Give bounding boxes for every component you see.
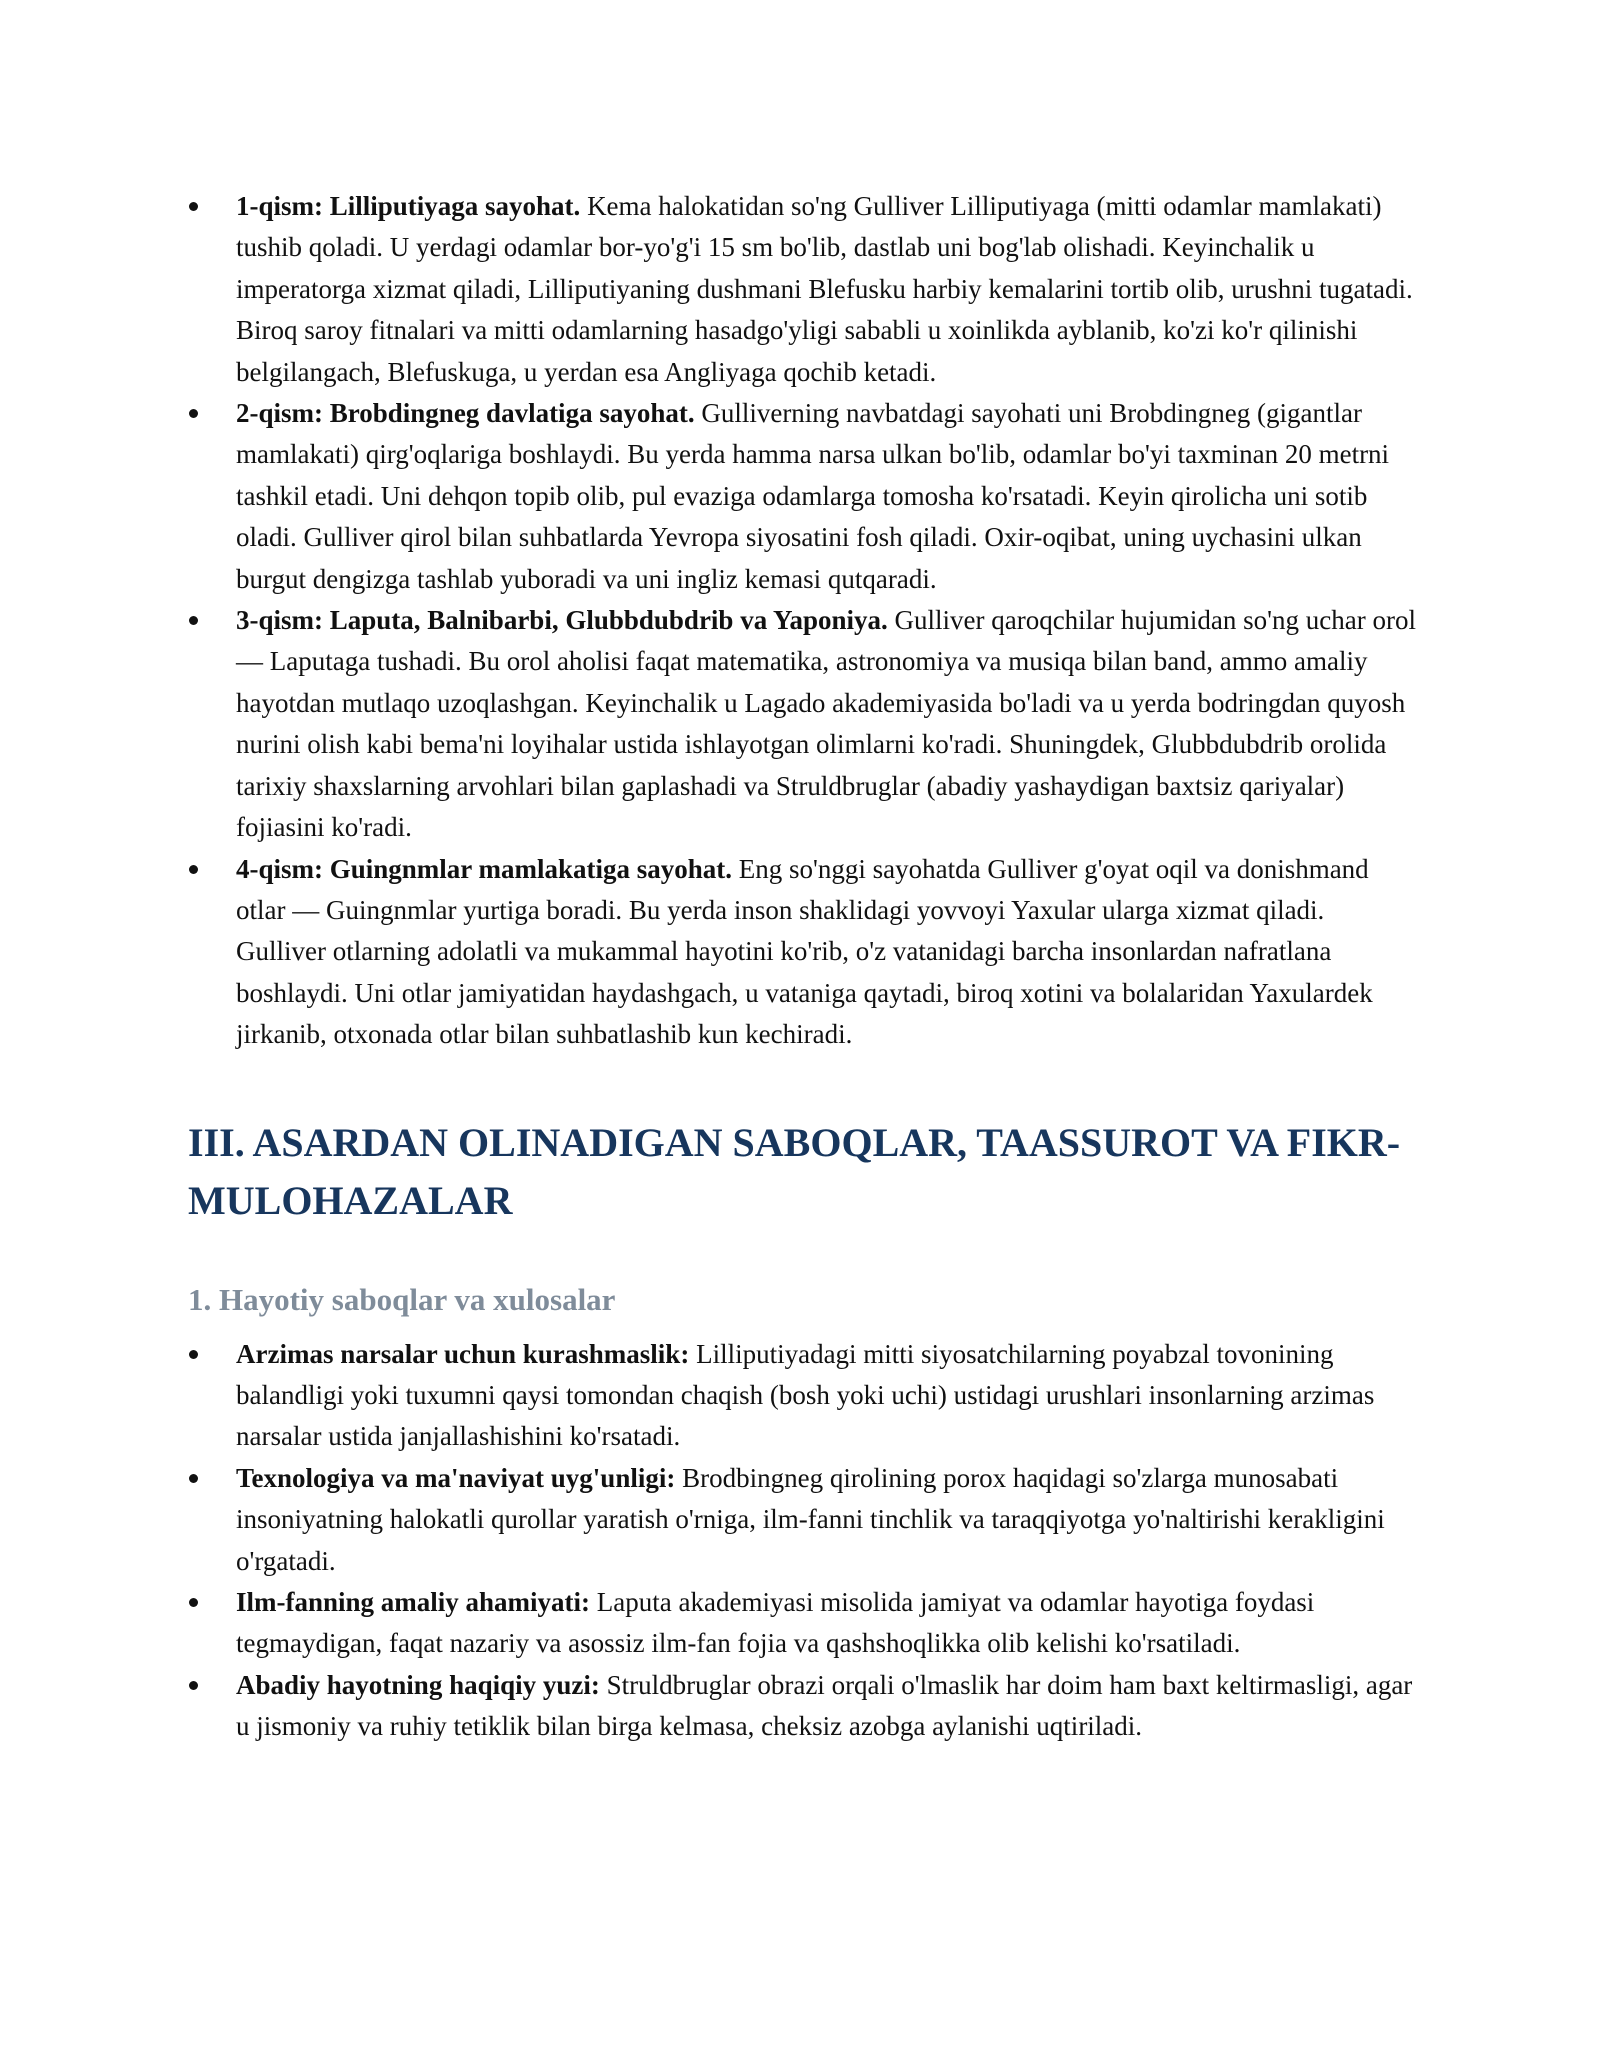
item-title: 4-qism: Guingnmlar mamlakatiga sayohat. (236, 853, 733, 884)
item-text: Lilliputiyadagi mitti siyosatchilarning poyabzal tovonining balandligi yoki tuxumni qaysi tomondan chaqish (bosh yoki uchi) ustidagi urushlari insonlarning arzimas narsalar ustida janjallashishini ko'rsatadi. (236, 1338, 1375, 1452)
item-text: Gulliverning navbatdagi sayohati uni Brobdingneg (gigantlar mamlakati) qirg'oqlariga boshlaydi. Bu yerda hamma narsa ulkan bo'lib, odamlar bo'yi taxminan 20 metrni tashkil etadi. Uni dehqon topib olib, pul evaziga odamlarga tomosha ko'rsatadi. Keyin qirolicha uni sotib oladi. Gulliver qirol bilan suhbatlarda Yevropa siyosatini fosh qiladi. Oxir-oqibat, uning uychasini ulkan burgut dengizga tashlab yuboradi va uni ingliz kemasi qutqaradi. (236, 398, 1390, 594)
list-item (188, 1665, 1418, 1748)
bullet-icon (189, 409, 198, 418)
list-item (188, 393, 1418, 600)
bullet-icon (189, 1350, 198, 1359)
item-text: Struldbruglar obrazi orqali o'lmaslik har doim ham baxt keltirmasligi, agar u jismoniy va ruhiy tetiklik bilan birga kelmasa, cheksiz azobga aylanishi uqtiriladi. (236, 1669, 1413, 1742)
section-heading: III. ASARDAN OLINADIGAN SABOQLAR, TAASSUROT VA FIKR-MULOHAZALAR (188, 1119, 1401, 1223)
list-item (188, 1582, 1418, 1665)
item-text: Brodbingneg qirolining porox haqidagi so'zlarga munosabati insoniyatning halokatli qurollar yaratish o'rniga, ilm-fanni tinchlik va taraqqiyotga yo'naltirishi kerakligini o'rgatadi. (236, 1462, 1385, 1576)
item-title: Abadiy hayotning haqiqiy yuzi: (236, 1669, 600, 1700)
bullet-icon (189, 202, 198, 211)
item-title: 2-qism: Brobdingneg davlatiga sayohat. (236, 398, 695, 429)
item-text: Gulliver qaroqchilar hujumidan so'ng uchar orol — Laputaga tushadi. Bu orol aholisi faqat matematika, astronomiya va musiqa bilan band, ammo amaliy hayotdan mutlaqo uzoqlashgan. Keyinchalik u Lagado akademiyasida bo'ladi va u yerda bodringdan quyosh nurini olish kabi bema'ni loyihalar ustida ishlayotgan olimlarni ko'radi. Shuningdek, Glubbdubdrib orolida tarixiy shaxslarning arvohlari bilan gaplashadi va Struldbruglar (abadiy yashaydigan baxtsiz qariyalar) fojiasini ko'radi. (236, 605, 1416, 843)
document-page (188, 186, 1418, 1748)
item-title: Arzimas narsalar uchun kurashmaslik: (236, 1338, 690, 1369)
bullet-icon (189, 1598, 198, 1607)
bullet-icon (189, 865, 198, 874)
subheading: 1. Hayotiy saboqlar va xulosalar (188, 1281, 616, 1317)
item-text: Kema halokatidan so'ng Gulliver Lilliputiyaga (mitti odamlar mamlakati) tushib qoladi. U yerdagi odamlar bor-yo'g'i 15 sm bo'lib, dastlab uni bog'lab olishadi. Keyinchalik u imperatorga xizmat qiladi, Lilliputiyaning dushmani Blefusku harbiy kemalarini tortib olib, urushni tugatadi. Biroq saroy fitnalari va mitti odamlarning hasadgo'yligi sababli u xoinlikda ayblanib, ko'zi ko'r qilinishi belgilangach, Blefuskuga, u yerdan esa Angliyaga qochib ketadi. (236, 191, 1413, 387)
item-title: Ilm-fanning amaliy ahamiyati: (236, 1586, 591, 1617)
list-item (188, 1458, 1418, 1582)
bullet-icon (189, 1681, 198, 1690)
list-item (188, 186, 1418, 393)
item-title: Texnologiya va ma'naviyat uyg'unligi: (236, 1462, 676, 1493)
list-item (188, 1334, 1418, 1458)
parts-list (188, 186, 1418, 1056)
bullet-icon (189, 1474, 198, 1483)
lessons-list (188, 1334, 1418, 1748)
bullet-icon (189, 616, 198, 625)
item-text: Eng so'nggi sayohatda Gulliver g'oyat oqil va donishmand otlar — Guingnmlar yurtiga boradi. Bu yerda inson shaklidagi yovvoyi Yaxular ularga xizmat qiladi. Gulliver otlarning adolatli va mukammal hayotini ko'rib, o'z vatanidagi barcha insonlardan nafratlana boshlaydi. Uni otlar jamiyatidan haydashgach, u vataniga qaytadi, biroq xotini va bolalaridan Yaxulardek jirkanib, otxonada otlar bilan suhbatlashib kun kechiradi. (236, 853, 1373, 1050)
list-item (188, 600, 1418, 848)
item-title: 3-qism: Laputa, Balnibarbi, Glubbdubdrib va Yaponiya. (236, 605, 888, 636)
item-title: 1-qism: Lilliputiyaga sayohat. (236, 191, 581, 221)
item-text: Laputa akademiyasi misolida jamiyat va odamlar hayotiga foydasi tegmaydigan, faqat nazariy va asossiz ilm-fan fojia va qashshoqlikka olib kelishi ko'rsatiladi. (236, 1586, 1315, 1659)
list-item (188, 849, 1418, 1056)
